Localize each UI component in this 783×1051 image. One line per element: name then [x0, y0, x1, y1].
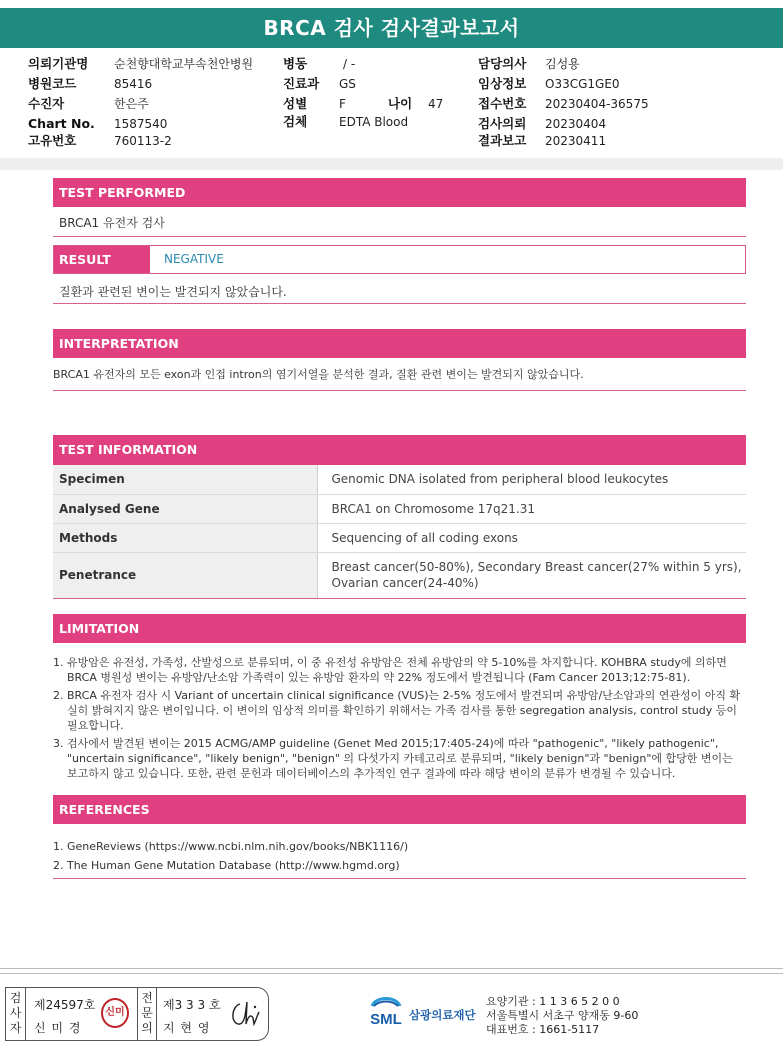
penetrance-line-2: Ovarian cancer(24-40%) — [331, 576, 479, 590]
info-key-methods: Methods — [53, 523, 317, 552]
specialist-label-char: 전 — [141, 991, 153, 1005]
examiner-label — [6, 988, 26, 1040]
logo-name: 삼광의료재단 — [409, 1008, 476, 1022]
list-item — [53, 688, 746, 733]
header-value-hospital-code: 85416 — [114, 77, 153, 91]
specialist-label-char: 문 — [141, 1006, 153, 1020]
section-heading-result: RESULT — [54, 246, 150, 273]
limitation-text: BRCA 유전자 검사 시 Variant of uncertain clinical significance (VUS)는 2-5% 정도에서 발견되며 유방암/난소암과의 연관성이 아직 확실히 밝혀지지 않은 변이입니다. 이 변이의 임상적 의미를 확인하기 위해서는 가족 검사를 통한 segregation analysis, control study 등이 필요합니다. — [67, 689, 741, 732]
list-item — [53, 736, 746, 781]
header-label-hospital-code: 병원코드 — [28, 76, 77, 91]
references-list — [53, 837, 408, 875]
header-label-sex: 성별 — [283, 96, 308, 111]
test-information-table — [53, 465, 746, 599]
limitation-number: 2. — [53, 689, 64, 702]
org-address: 서울특별시 서초구 양재동 9-60 — [486, 1009, 639, 1022]
examiner-label-char: 검 — [9, 991, 22, 1005]
org-phone: 대표번호 : 1661-5117 — [486, 1023, 600, 1036]
interpretation-text: BRCA1 유전자의 모든 exon과 인접 intron의 염기서열을 분석한 결과, 질환 관련 변이는 발견되지 않았습니다. — [53, 368, 584, 381]
header-value-report-date: 20230411 — [545, 134, 607, 148]
penetrance-line-1: Breast cancer(50-80%), Secondary Breast cancer(27% within 5 yrs), — [331, 560, 742, 574]
footer-divider — [0, 968, 783, 969]
section-heading-test-performed: TEST PERFORMED — [53, 178, 746, 207]
signature-box — [5, 987, 269, 1041]
org-code: 요양기관 : 1 1 3 6 5 2 0 0 — [486, 995, 620, 1008]
examiner-seal-icon: 신미 — [101, 998, 129, 1028]
header-value-request-date: 20230404 — [545, 117, 607, 131]
examiner-number: 제24597호 — [34, 998, 96, 1012]
header-label-report-date: 결과보고 — [478, 133, 527, 148]
header-label-receipt-no: 접수번호 — [478, 96, 527, 111]
header-value-patient: 한은주 — [114, 97, 149, 111]
report-title: BRCA 검사 검사결과보고서 — [0, 8, 783, 48]
examiner-label-char: 자 — [9, 1021, 22, 1035]
header-label-chart-no: Chart No. — [28, 116, 95, 131]
header-label-patient: 수진자 — [28, 96, 65, 111]
table-row — [53, 494, 746, 523]
limitation-list — [53, 655, 746, 784]
limitation-text: 검사에서 발견된 변이는 2015 ACMG/AMP guideline (Genet Med 2015;17:405-24)에 따라 "pathogenic", "likely pathogenic", "uncertain significance", "likely benign", "benign" 의 다섯가지 카테고리로 분류되며, "likely benign"과 "benign"에 합당한 변이는 보고하지 않고 있습니다. 또한, 관련 문헌과 데이터베이스의 추가적인 연구 결과에 따라 해당 변이의 분류가 변경될 수 있습니다. — [67, 737, 733, 780]
header-value-chart-no: 1587540 — [114, 117, 168, 131]
table-row — [53, 552, 746, 598]
header-value-specimen: EDTA Blood — [339, 115, 409, 129]
header-label-ward: 병동 — [283, 56, 308, 71]
header-label-request-date: 검사의뢰 — [478, 116, 527, 131]
section-heading-limitation: LIMITATION — [53, 614, 746, 643]
test-performed-text: BRCA1 유전자 검사 — [59, 216, 165, 230]
limitation-number: 1. — [53, 656, 64, 669]
header-divider-band — [0, 158, 783, 170]
result-text: 질환과 관련된 변이는 발견되지 않았습니다. — [59, 285, 287, 299]
specialist-label-char: 의 — [141, 1021, 153, 1035]
footer-divider — [0, 973, 783, 974]
list-item — [53, 655, 746, 685]
organization-info — [486, 995, 638, 1037]
section-heading-references: REFERENCES — [53, 795, 746, 824]
limitation-number: 3. — [53, 737, 64, 750]
section-rule — [53, 390, 746, 391]
section-rule — [53, 303, 746, 304]
result-value: NEGATIVE — [164, 252, 224, 266]
sml-logo-icon — [366, 994, 406, 1030]
examiner-name: 신 미 경 — [34, 1021, 82, 1035]
table-row — [53, 523, 746, 552]
list-item: 2. The Human Gene Mutation Database (http://www.hgmd.org) — [53, 859, 400, 872]
header-value-ward: / - — [343, 57, 356, 71]
info-key-penetrance: Penetrance — [53, 552, 317, 598]
header-label-unique-id: 고유번호 — [28, 133, 77, 148]
signature-icon — [226, 998, 262, 1030]
header-value-receipt-no: 20230404-36575 — [545, 97, 649, 111]
header-label-doctor: 담당의사 — [478, 56, 527, 71]
info-value-methods: Sequencing of all coding exons — [317, 523, 746, 552]
info-key-analysed-gene: Analysed Gene — [53, 494, 317, 523]
header-label-department: 진료과 — [283, 76, 320, 91]
info-value-specimen: Genomic DNA isolated from peripheral blood leukocytes — [317, 465, 746, 494]
header-value-sex: F — [339, 97, 346, 111]
info-key-specimen: Specimen — [53, 465, 317, 494]
header-value-age: 47 — [428, 97, 444, 111]
header-label-specimen: 검체 — [283, 114, 308, 129]
header-label-age: 나이 — [388, 96, 413, 111]
examiner-label-char: 사 — [9, 1006, 22, 1020]
header-value-department: GS — [339, 77, 356, 91]
section-heading-interpretation: INTERPRETATION — [53, 329, 746, 358]
limitation-text: 유방암은 유전성, 가족성, 산발성으로 분류되며, 이 중 유전성 유방암은 전체 유방암의 약 5-10%를 차지합니다. KOHBRA study에 의하면 BRCA 병원성 변이는 유방암/난소암 가족력이 있는 유방암 환자의 약 22% 정도에서 발견됩니다 (Fam Cancer 2013;12:75-81). — [67, 656, 727, 684]
section-rule — [53, 878, 746, 879]
header-value-unique-id: 760113-2 — [114, 134, 172, 148]
header-value-institution: 순천향대학교부속천안병원 — [114, 57, 254, 71]
info-value-penetrance — [317, 552, 746, 598]
header-value-doctor: 김성용 — [545, 57, 580, 71]
logo-mark-text: SML — [370, 1011, 402, 1028]
info-value-analysed-gene: BRCA1 on Chromosome 17q21.31 — [317, 494, 746, 523]
section-heading-test-information: TEST INFORMATION — [53, 435, 746, 465]
specialist-label — [137, 988, 157, 1040]
header-label-clinical-info: 임상정보 — [478, 76, 527, 91]
list-item: 1. GeneReviews (https://www.ncbi.nlm.nih.gov/books/NBK1116/) — [53, 840, 409, 853]
result-box — [53, 245, 746, 274]
section-rule — [53, 236, 746, 237]
header-value-clinical-info: O33CG1GE0 — [545, 77, 620, 91]
specialist-number: 제3 3 3 호 — [163, 998, 221, 1012]
header-label-institution: 의뢰기관명 — [28, 56, 89, 71]
specialist-name: 지 현 영 — [163, 1021, 211, 1035]
table-row — [53, 465, 746, 494]
